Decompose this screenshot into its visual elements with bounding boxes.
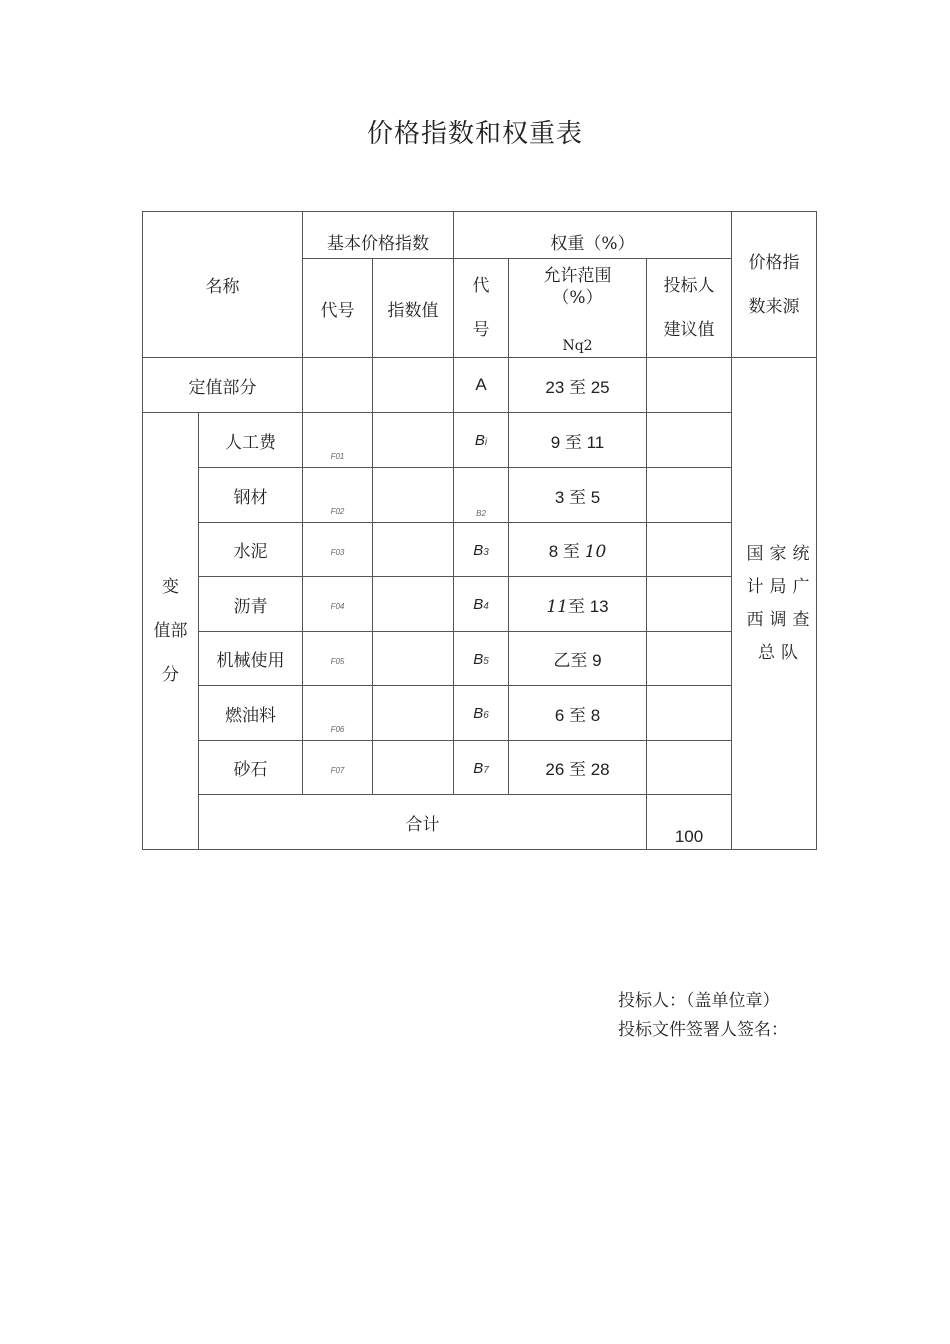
row-weight-code: Bi [454,413,509,468]
row-name: 砂石 [199,741,303,795]
row-range: 乙至 9 [509,632,647,686]
row-code: F02 [303,468,373,523]
row-code: F04 [303,577,373,632]
row-range: 9 至 11 [509,413,647,468]
fixed-code [303,358,373,413]
source-line2: 计局广 [746,576,816,597]
row-range: 6 至 8 [509,686,647,741]
header-base-index: 基本价格指数 [303,212,454,259]
row-bidder-value [647,741,732,795]
variable-part-label [143,413,199,850]
total-label: 合计 [199,795,647,850]
row-index-value [373,468,454,523]
source-line3: 西调查 [746,609,816,630]
row-bidder-value [647,468,732,523]
header-weight-code-bottom: 号 [472,320,490,340]
source-line4: 总队 [758,642,804,663]
row-code: F05 [303,632,373,686]
header-index-value: 指数值 [373,259,454,358]
row-bidder-value [647,632,732,686]
header-allowed-range-line1: 允许范围 [543,266,612,286]
total-value: 100 [647,795,732,850]
row-index-value [373,632,454,686]
row-bidder-value [647,686,732,741]
row-name: 水泥 [199,523,303,577]
row-index-value [373,741,454,795]
row-index-value [373,686,454,741]
row-weight-code: B7 [454,741,509,795]
row-weight-code: B4 [454,577,509,632]
row-code: F06 [303,686,373,741]
row-weight-code: B5 [454,632,509,686]
row-range: 8 至 10 [509,523,647,577]
header-source-line1: 价格指 [748,252,800,273]
row-index-value [373,577,454,632]
source-line1: 国家统 [746,543,816,564]
row-index-value [373,523,454,577]
row-range: 3 至 5 [509,468,647,523]
index-source [732,358,817,850]
header-allowed-range-line2: （%） [552,288,603,308]
row-name: 燃油料 [199,686,303,741]
header-allowed-range [509,259,647,358]
header-weight-code-top: 代 [472,276,490,296]
row-range: 11至 13 [509,577,647,632]
header-code: 代号 [303,259,373,358]
row-name: 沥青 [199,577,303,632]
variable-label-line1: 变 [162,577,179,597]
row-bidder-value [647,523,732,577]
row-code: F03 [303,523,373,577]
header-bidder-line1: 投标人 [663,276,715,296]
price-index-table [142,211,817,850]
variable-label-line3: 分 [162,665,179,685]
row-code: F01 [303,413,373,468]
row-name: 钢材 [199,468,303,523]
row-bidder-value [647,577,732,632]
header-name: 名称 [143,212,303,358]
fixed-range: 23 至 25 [509,358,647,413]
header-source-line2: 数来源 [748,296,800,317]
row-weight-code: B3 [454,523,509,577]
footer-bidder: 投标人：（盖单位章） [618,991,780,1011]
header-weight: 权重（%） [454,212,732,259]
fixed-bidder-value [647,358,732,413]
row-name: 人工费 [199,413,303,468]
row-weight-code: B2 [454,468,509,523]
header-bidder-line2: 建议值 [663,320,715,340]
row-bidder-value [647,413,732,468]
row-name: 机械使用 [199,632,303,686]
header-source [732,212,817,358]
fixed-weight-code: A [454,358,509,413]
fixed-index-value [373,358,454,413]
header-bidder [647,259,732,358]
row-weight-code: B6 [454,686,509,741]
page-title: 价格指数和权重表 [366,119,583,149]
fixed-part-label: 定值部分 [143,358,303,413]
header-allowed-range-note: Nq2 [562,338,593,354]
footer-signer: 投标文件签署人签名： [618,1020,788,1040]
row-range: 26 至 28 [509,741,647,795]
variable-label-line2: 值部 [153,621,188,641]
header-weight-code [454,259,509,358]
row-code: F07 [303,741,373,795]
row-index-value [373,413,454,468]
